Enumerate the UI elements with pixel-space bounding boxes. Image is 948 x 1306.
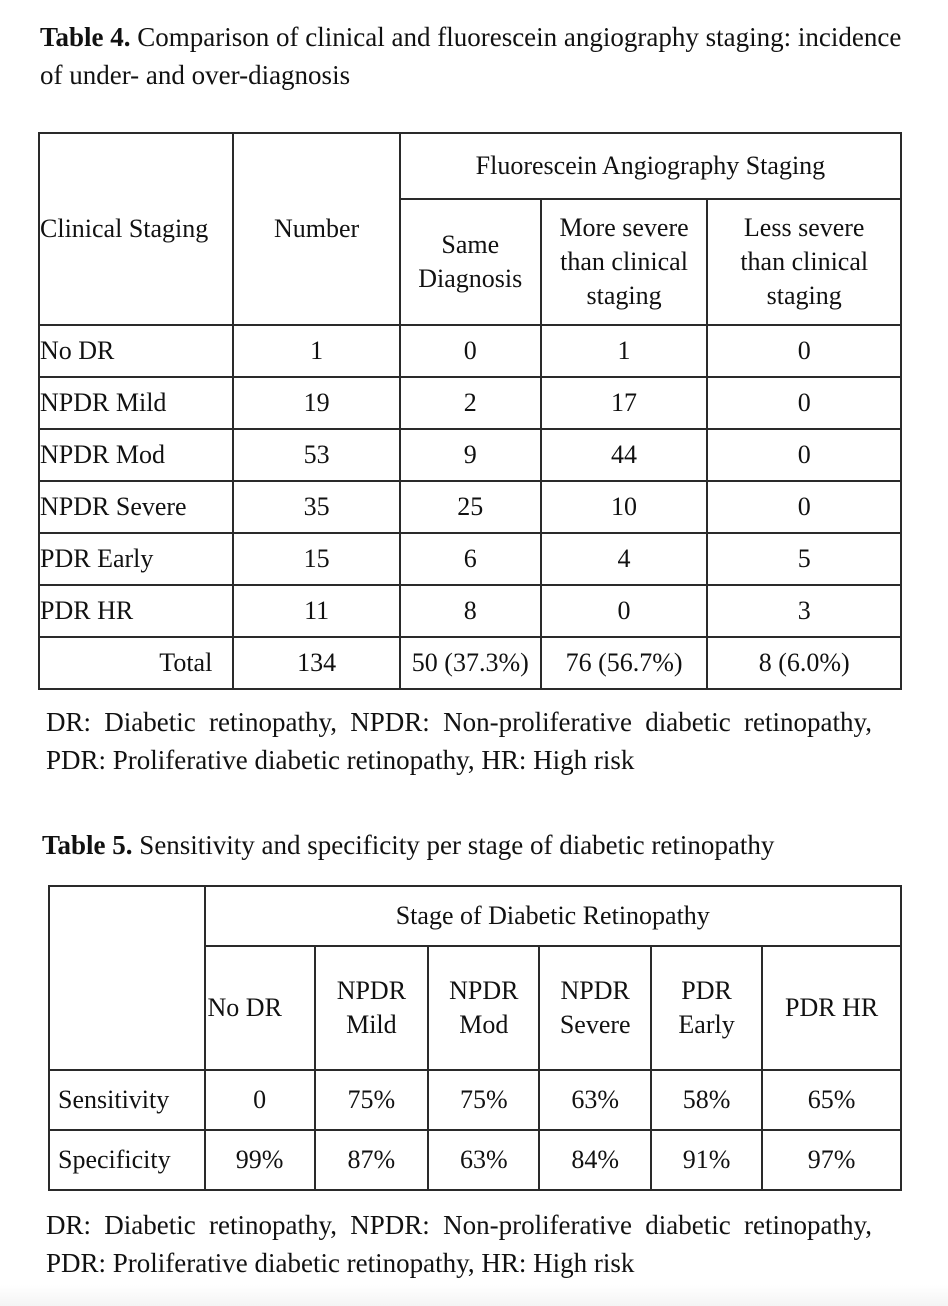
header-stage-npdr-severe — [539, 946, 650, 1070]
row-label: Specificity — [49, 1130, 205, 1190]
table-row — [39, 429, 901, 481]
table-row — [39, 481, 901, 533]
row-less: 3 — [707, 585, 901, 637]
table4-footnote: DR: Diabetic retinopathy, NPDR: Non-proliferative diabetic retinopathy, PDR: Proliferative diabetic retinopathy, HR: High risk — [46, 707, 872, 775]
header-stage-group: Stage of Diabetic Retinopathy — [205, 886, 901, 946]
value-cell: 91% — [651, 1130, 762, 1190]
value-cell: 63% — [539, 1070, 650, 1130]
row-less: 0 — [707, 377, 901, 429]
table5 — [48, 885, 902, 1191]
table4-caption — [40, 18, 910, 94]
row-more: 0 — [541, 585, 708, 637]
row-same: 0 — [400, 325, 541, 377]
table-row-specificity — [49, 1130, 901, 1190]
table5-caption-label: Table 5. — [42, 830, 133, 860]
header-line1: NPDR — [449, 976, 519, 1005]
header-line1: No DR — [207, 993, 282, 1022]
total-more: 76 (56.7%) — [541, 637, 708, 689]
header-number: Number — [233, 133, 400, 325]
table4-caption-text: Comparison of clinical and fluorescein angiography staging: incidence of under- and over-diagnosis — [40, 22, 902, 90]
row-stage: NPDR Mild — [39, 377, 233, 429]
value-cell: 84% — [539, 1130, 650, 1190]
row-less: 0 — [707, 481, 901, 533]
table-row — [39, 585, 901, 637]
row-same: 6 — [400, 533, 541, 585]
row-number: 53 — [233, 429, 400, 481]
table5-caption-text: Sensitivity and specificity per stage of diabetic retinopathy — [132, 830, 775, 860]
row-same: 25 — [400, 481, 541, 533]
table-row — [39, 377, 901, 429]
total-row — [39, 637, 901, 689]
row-less: 0 — [707, 429, 901, 481]
table-row — [39, 533, 901, 585]
row-more: 4 — [541, 533, 708, 585]
value-cell: 97% — [762, 1130, 901, 1190]
row-number: 15 — [233, 533, 400, 585]
header-stage-pdr-early — [651, 946, 762, 1070]
row-more: 10 — [541, 481, 708, 533]
header-fluorescein-group: Fluorescein Angiography Staging — [400, 133, 901, 199]
header-stage-pdr-hr — [762, 946, 901, 1070]
row-number: 19 — [233, 377, 400, 429]
value-cell: 65% — [762, 1070, 901, 1130]
header-empty-corner — [49, 886, 205, 1070]
table5-footnote: DR: Diabetic retinopathy, NPDR: Non-proliferative diabetic retinopathy, PDR: Proliferative diabetic retinopathy, HR: High risk — [46, 1210, 872, 1278]
row-stage: NPDR Mod — [39, 429, 233, 481]
header-line1: NPDR — [560, 976, 630, 1005]
row-number: 35 — [233, 481, 400, 533]
row-less: 5 — [707, 533, 901, 585]
value-cell: 75% — [428, 1070, 539, 1130]
header-line1: PDR — [681, 976, 732, 1005]
row-same: 2 — [400, 377, 541, 429]
total-number: 134 — [233, 637, 400, 689]
row-stage: No DR — [39, 325, 233, 377]
header-line1: NPDR — [336, 976, 407, 1005]
header-stage-npdr-mod — [428, 946, 539, 1070]
table5-caption — [42, 826, 922, 864]
row-same: 9 — [400, 429, 541, 481]
row-label: Sensitivity — [49, 1070, 205, 1130]
total-same: 50 (37.3%) — [400, 637, 541, 689]
table-row — [39, 325, 901, 377]
row-number: 11 — [233, 585, 400, 637]
table4-caption-label: Table 4. — [40, 22, 131, 52]
header-line2: Mod — [459, 1010, 509, 1039]
row-number: 1 — [233, 325, 400, 377]
value-cell: 63% — [428, 1130, 539, 1190]
table-row-sensitivity — [49, 1070, 901, 1130]
header-same-diagnosis: Same Diagnosis — [400, 199, 541, 325]
table4 — [38, 132, 902, 690]
header-stage-no-dr — [205, 946, 315, 1070]
total-label: Total — [39, 637, 233, 689]
value-cell: 87% — [315, 1130, 428, 1190]
value-cell: 99% — [205, 1130, 315, 1190]
header-line1: PDR HR — [784, 993, 879, 1022]
row-stage: PDR Early — [39, 533, 233, 585]
header-line2: Mild — [346, 1010, 397, 1039]
row-more: 1 — [541, 325, 708, 377]
row-stage: PDR HR — [39, 585, 233, 637]
value-cell: 75% — [315, 1070, 428, 1130]
header-clinical-staging: Clinical Staging — [39, 133, 233, 325]
row-more: 17 — [541, 377, 708, 429]
header-line2: Severe — [559, 1010, 631, 1039]
total-less: 8 (6.0%) — [707, 637, 901, 689]
header-line2: Early — [678, 1010, 735, 1039]
row-same: 8 — [400, 585, 541, 637]
value-cell: 58% — [651, 1070, 762, 1130]
row-more: 44 — [541, 429, 708, 481]
header-more-severe: More severe than clinical staging — [541, 199, 708, 325]
row-less: 0 — [707, 325, 901, 377]
header-less-severe: Less severe than clinical staging — [707, 199, 901, 325]
row-stage: NPDR Severe — [39, 481, 233, 533]
value-cell: 0 — [205, 1070, 315, 1130]
header-stage-npdr-mild — [315, 946, 428, 1070]
